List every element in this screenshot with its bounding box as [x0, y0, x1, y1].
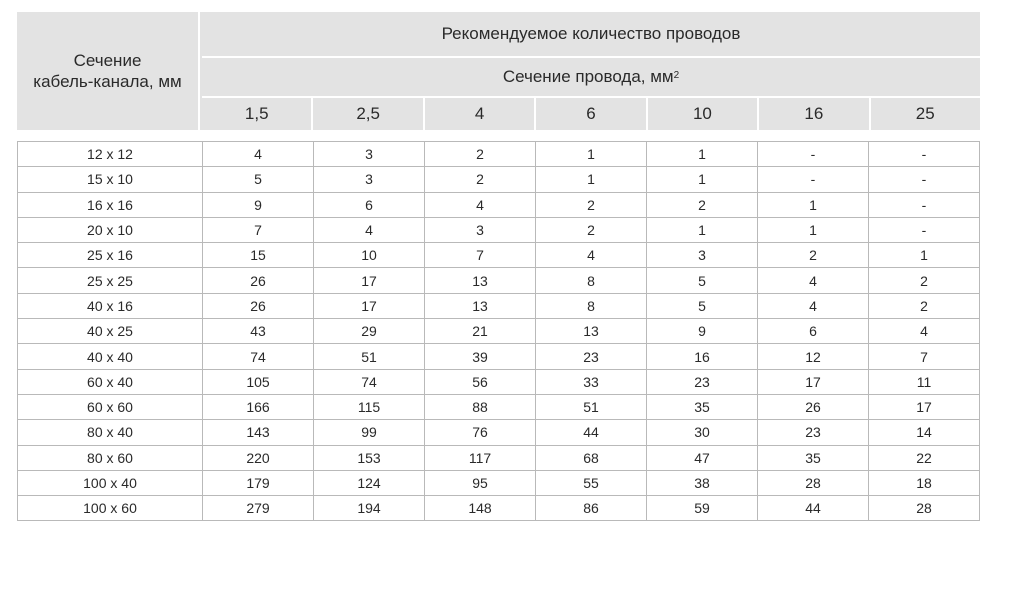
wire-count-cell: 2 [869, 293, 980, 318]
column-header: 25 [869, 98, 980, 130]
wire-count-cell: 8 [536, 268, 647, 293]
table-row [18, 344, 980, 369]
table-row [18, 243, 980, 268]
wire-count-cell: 13 [425, 293, 536, 318]
table-row [18, 142, 980, 167]
wire-count-cell: 148 [425, 496, 536, 521]
wire-section-subtitle-text: Сечение провода, мм [502, 67, 674, 86]
wire-count-cell: 18 [869, 470, 980, 495]
table-header [17, 12, 980, 130]
wire-count-cell: 1 [647, 167, 758, 192]
wire-count-cell: 7 [425, 243, 536, 268]
column-header: 2,5 [311, 98, 422, 130]
wire-count-cell: 2 [869, 268, 980, 293]
wire-count-cell: 17 [314, 268, 425, 293]
wire-count-table [17, 141, 980, 521]
wire-count-cell: 55 [536, 470, 647, 495]
wire-count-cell: 2 [647, 192, 758, 217]
wire-count-cell: 74 [314, 369, 425, 394]
wire-count-cell: 6 [758, 319, 869, 344]
wire-count-cell: 1 [647, 142, 758, 167]
channel-size-cell: 100 x 60 [18, 496, 203, 521]
table-row [18, 394, 980, 419]
wire-count-cell: 10 [314, 243, 425, 268]
wire-count-cell: - [869, 192, 980, 217]
wire-count-cell: 1 [758, 192, 869, 217]
wire-count-cell: 13 [536, 319, 647, 344]
wire-count-cell: 124 [314, 470, 425, 495]
wire-count-cell: 9 [203, 192, 314, 217]
table-body [18, 142, 980, 521]
wire-count-cell: 16 [647, 344, 758, 369]
wire-count-cell: 2 [425, 142, 536, 167]
wire-count-cell: 23 [758, 420, 869, 445]
wire-count-cell: 30 [647, 420, 758, 445]
wire-count-cell: 15 [203, 243, 314, 268]
wire-count-cell: 11 [869, 369, 980, 394]
wire-count-cell: 2 [536, 192, 647, 217]
wire-count-cell: 47 [647, 445, 758, 470]
wire-count-cell: 95 [425, 470, 536, 495]
wire-count-cell: 51 [536, 394, 647, 419]
channel-size-cell: 12 x 12 [18, 142, 203, 167]
wire-count-cell: 1 [869, 243, 980, 268]
wire-count-cell: 44 [536, 420, 647, 445]
wire-count-cell: 51 [314, 344, 425, 369]
wire-count-cell: 3 [314, 142, 425, 167]
column-header: 10 [646, 98, 757, 130]
table-row [18, 496, 980, 521]
wire-count-cell: 7 [203, 217, 314, 242]
wire-count-cell: 74 [203, 344, 314, 369]
wire-count-cell: 28 [869, 496, 980, 521]
table-row [18, 319, 980, 344]
wire-section-subtitle-sup: 2 [673, 69, 680, 81]
channel-size-cell: 60 x 60 [18, 394, 203, 419]
table-row [18, 470, 980, 495]
wire-count-cell: 7 [869, 344, 980, 369]
wire-count-cell: 17 [869, 394, 980, 419]
wire-count-cell: 9 [647, 319, 758, 344]
cable-channel-header-line2: кабель-канала, мм [33, 72, 182, 91]
wire-section-subtitle [202, 58, 980, 98]
wire-count-cell: 88 [425, 394, 536, 419]
wire-count-cell: 4 [869, 319, 980, 344]
table-row [18, 167, 980, 192]
wire-count-cell: 26 [758, 394, 869, 419]
wire-count-cell: 35 [758, 445, 869, 470]
wire-count-cell: 5 [647, 293, 758, 318]
wire-count-cell: 115 [314, 394, 425, 419]
wire-count-cell: 17 [314, 293, 425, 318]
cable-channel-header-line1: Сечение [73, 51, 142, 70]
wire-section-columns [202, 98, 980, 130]
wire-count-cell: 23 [647, 369, 758, 394]
channel-size-cell: 20 x 10 [18, 217, 203, 242]
wire-count-cell: 38 [647, 470, 758, 495]
wire-count-cell: 6 [314, 192, 425, 217]
wire-count-cell: 44 [758, 496, 869, 521]
wire-count-cell: - [758, 167, 869, 192]
column-header: 1,5 [244, 104, 269, 123]
wire-count-cell: 56 [425, 369, 536, 394]
table-row [18, 293, 980, 318]
wire-count-cell: 59 [647, 496, 758, 521]
wire-count-cell: 1 [758, 217, 869, 242]
wire-count-cell: 5 [647, 268, 758, 293]
wire-count-cell: 3 [425, 217, 536, 242]
wire-count-cell: 22 [869, 445, 980, 470]
wire-count-cell: 14 [869, 420, 980, 445]
wire-count-cell: 220 [203, 445, 314, 470]
wire-count-cell: 35 [647, 394, 758, 419]
wire-count-cell: 5 [203, 167, 314, 192]
wire-count-cell: 86 [536, 496, 647, 521]
wire-count-cell: 117 [425, 445, 536, 470]
wire-count-cell: - [869, 217, 980, 242]
wire-count-cell: 166 [203, 394, 314, 419]
wire-count-cell: 1 [536, 142, 647, 167]
wire-count-cell: 23 [536, 344, 647, 369]
wire-count-cell: 4 [425, 192, 536, 217]
wire-count-cell: 179 [203, 470, 314, 495]
wire-count-cell: 76 [425, 420, 536, 445]
wire-count-cell: 4 [536, 243, 647, 268]
wire-count-cell: 1 [647, 217, 758, 242]
wire-count-cell: 29 [314, 319, 425, 344]
wire-count-cell: 13 [425, 268, 536, 293]
channel-size-cell: 40 x 16 [18, 293, 203, 318]
wire-count-cell: 26 [203, 268, 314, 293]
channel-size-cell: 40 x 25 [18, 319, 203, 344]
wire-count-cell: 1 [536, 167, 647, 192]
table-row [18, 217, 980, 242]
channel-size-cell: 15 x 10 [18, 167, 203, 192]
wire-count-cell: - [869, 167, 980, 192]
recommended-wires-title: Рекомендуемое количество проводов [202, 12, 980, 58]
wire-count-cell: 2 [758, 243, 869, 268]
table-row [18, 445, 980, 470]
table-row [18, 192, 980, 217]
column-header: 6 [534, 98, 645, 130]
wire-count-cell: 4 [758, 268, 869, 293]
channel-size-cell: 80 x 40 [18, 420, 203, 445]
channel-size-cell: 25 x 25 [18, 268, 203, 293]
wire-count-cell: 2 [536, 217, 647, 242]
wire-count-cell: 105 [203, 369, 314, 394]
channel-size-cell: 16 x 16 [18, 192, 203, 217]
wire-count-cell: 2 [425, 167, 536, 192]
column-header: 16 [757, 98, 868, 130]
wire-count-cell: 4 [314, 217, 425, 242]
channel-size-cell: 40 x 40 [18, 344, 203, 369]
wire-count-cell: - [758, 142, 869, 167]
channel-size-cell: 100 x 40 [18, 470, 203, 495]
channel-size-cell: 80 x 60 [18, 445, 203, 470]
wire-count-cell: 143 [203, 420, 314, 445]
wire-count-cell: 39 [425, 344, 536, 369]
wire-count-cell: 17 [758, 369, 869, 394]
wire-count-cell: 279 [203, 496, 314, 521]
wire-count-cell: 68 [536, 445, 647, 470]
wire-count-cell: 43 [203, 319, 314, 344]
wire-count-cell: 33 [536, 369, 647, 394]
table-row [18, 268, 980, 293]
wire-count-cell: 8 [536, 293, 647, 318]
wire-count-cell: 153 [314, 445, 425, 470]
wire-count-cell: 3 [314, 167, 425, 192]
wire-count-cell: 21 [425, 319, 536, 344]
wire-count-cell: 4 [203, 142, 314, 167]
cable-channel-section-header [17, 12, 200, 130]
table-row [18, 420, 980, 445]
wire-count-cell: 12 [758, 344, 869, 369]
wire-count-cell: 28 [758, 470, 869, 495]
wire-count-cell: 194 [314, 496, 425, 521]
channel-size-cell: 60 x 40 [18, 369, 203, 394]
wire-count-cell: 3 [647, 243, 758, 268]
column-header: 4 [423, 98, 534, 130]
wire-count-cell: 4 [758, 293, 869, 318]
channel-size-cell: 25 x 16 [18, 243, 203, 268]
wire-count-cell: 99 [314, 420, 425, 445]
table-row [18, 369, 980, 394]
wire-count-cell: - [869, 142, 980, 167]
wire-count-cell: 26 [203, 293, 314, 318]
